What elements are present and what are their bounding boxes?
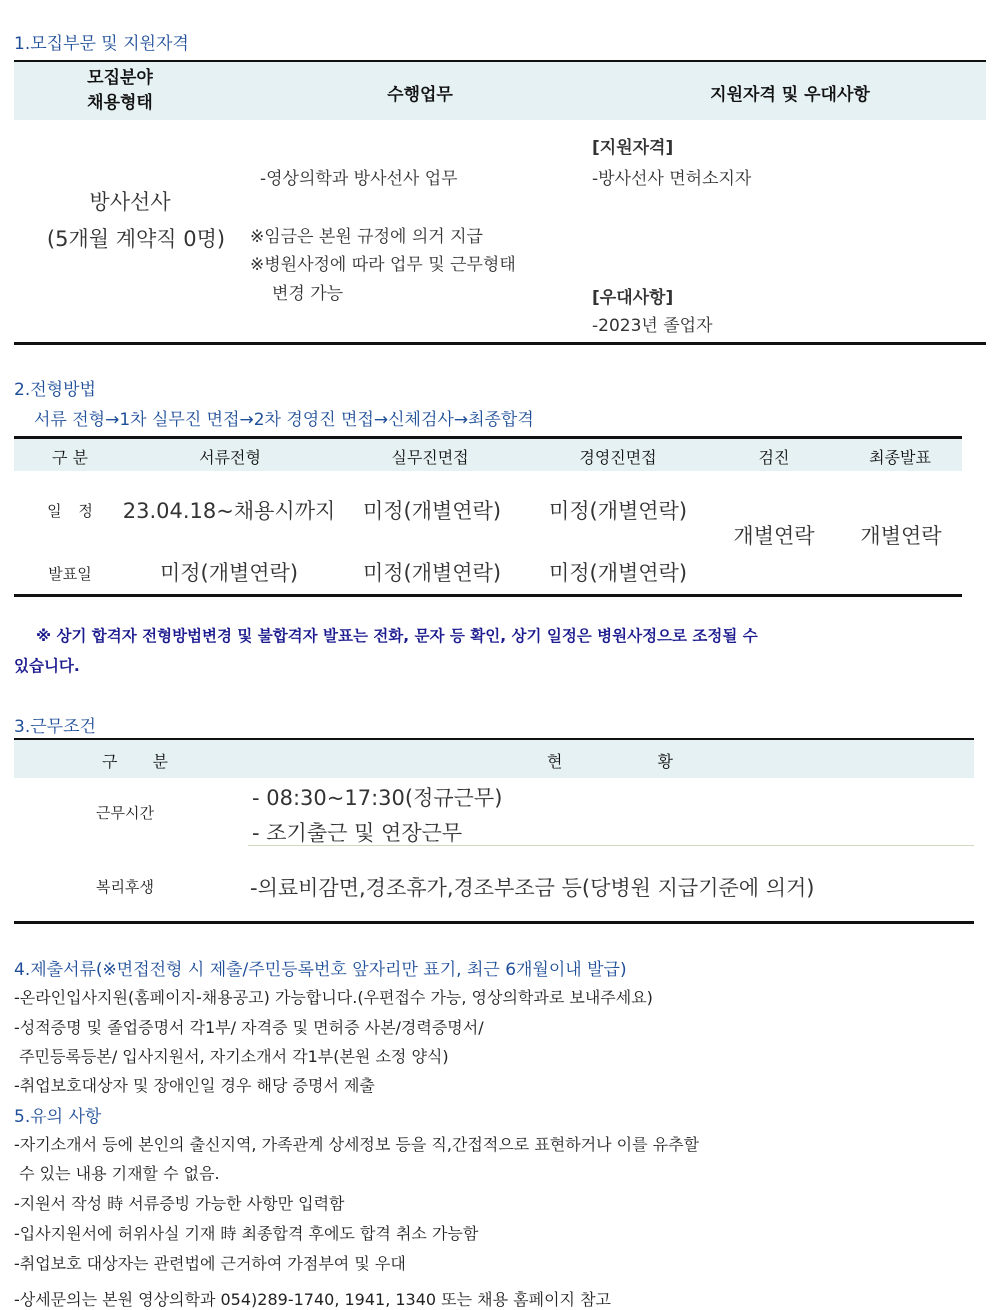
s1-header-col3: 지원자격 및 우대사항 (710, 85, 870, 105)
caution-line-2: 수 있는 내용 기재할 수 없음. (14, 1164, 220, 1183)
duty-text: -영상의학과 방사선사 업무 (260, 169, 458, 189)
qualification-item: -방사선사 면허소지자 (592, 169, 752, 189)
contract-type: (5개월 계약직 0명) (46, 227, 226, 251)
notice-line-2: 있습니다. (14, 657, 80, 675)
work-hours-label: 근무시간 (96, 804, 154, 822)
document-line-4: -취업보호대상자 및 장애인일 경우 해당 증명서 제출 (14, 1076, 375, 1095)
section2-title: 2.전형방법 (14, 380, 96, 400)
selection-flow: 서류 전형→1차 실무진 면접→2차 경영진 면접→신체검사→최종합격 (34, 410, 534, 430)
duty-note-3: 변경 가능 (272, 284, 344, 304)
section3-title: 3.근무조건 (14, 717, 96, 737)
s3-header-status: 현 황 (547, 752, 673, 771)
s2-header-exec-interview: 경영진면접 (579, 448, 657, 467)
schedule-staff-interview: 미정(개별연락) (362, 499, 502, 523)
contact-line: -상세문의는 본원 영상의학과 054)289-1740, 1941, 1340 또는 채용 홈페이지 참고 (14, 1290, 612, 1309)
final-contact: 개별연락 (860, 524, 942, 548)
s3-bottom-rule (14, 921, 974, 924)
checkup-contact: 개별연락 (733, 524, 815, 548)
caution-line-1: -자기소개서 등에 본인의 출신지역, 가족관계 상세정보 등을 직,간접적으로 표현하거나 이를 유추할 (14, 1135, 700, 1154)
duty-note-1: ※임금은 본원 규정에 의거 지급 (250, 227, 483, 247)
duty-note-2: ※병원사정에 따라 업무 및 근무형태 (250, 255, 516, 275)
s2-header-staff-interview: 실무진면접 (391, 448, 469, 467)
section4-title: 4.제출서류(※면접전형 시 제출/주민등록번호 앞자리만 표기, 최근 6개월이내 발급) (14, 960, 627, 980)
schedule-document: 23.04.18~채용시까지 (122, 499, 336, 523)
welfare-value: -의료비감면,경조휴가,경조부조금 등(당병원 지급기준에 의거) (250, 876, 815, 900)
schedule-label: 일 정 (47, 502, 93, 520)
s2-header-final: 최종발표 (869, 448, 931, 467)
announce-staff-interview: 미정(개별연락) (362, 561, 502, 585)
document-line-2: -성적증명 및 졸업증명서 각1부/ 자격증 및 면허증 사본/경력증명서/ (14, 1018, 484, 1037)
announce-document: 미정(개별연락) (159, 561, 299, 585)
work-hours-line-1: - 08:30~17:30(정규근무) (252, 786, 503, 810)
welfare-label: 복리후생 (96, 878, 154, 896)
document-line-1: -온라인입사지원(홈페이지-채용공고) 가능합니다.(우편접수 가능, 영상의학과로 보내주세요) (14, 988, 653, 1007)
qualification-title: [지원자격] (592, 138, 674, 158)
position-name: 방사선사 (89, 190, 171, 214)
schedule-exec-interview: 미정(개별연락) (548, 499, 688, 523)
announce-exec-interview: 미정(개별연락) (548, 561, 688, 585)
announcement-label: 발표일 (48, 565, 92, 583)
section5-title: 5.유의 사항 (14, 1107, 102, 1127)
caution-line-4: -입사지원서에 허위사실 기재 時 최종합격 후에도 합격 취소 가능함 (14, 1224, 479, 1243)
caution-line-5: -취업보호 대상자는 관련법에 근거하여 가점부여 및 우대 (14, 1254, 406, 1273)
s1-header-col2: 수행업무 (387, 85, 453, 105)
work-hours-line-2: - 조기출근 및 연장근무 (252, 821, 463, 845)
s1-bottom-rule (14, 342, 986, 345)
preference-title: [우대사항] (592, 288, 674, 308)
s2-header-category: 구 분 (52, 448, 88, 467)
notice-line-1: ※ 상기 합격자 전형방법변경 및 불합격자 발표는 전화, 문자 등 확인, 상기 일정은 병원사정으로 조정될 수 (36, 627, 758, 645)
preference-item: -2023년 졸업자 (592, 316, 713, 336)
s1-header-col1: 모집분야 채용형태 (87, 68, 153, 113)
s3-header-category: 구 분 (102, 752, 168, 771)
s2-header-document: 서류전형 (199, 448, 261, 467)
caution-line-3: -지원서 작성 時 서류증빙 가능한 사항만 입력함 (14, 1194, 345, 1213)
s3-row-divider (248, 845, 974, 846)
section1-title: 1.모집부문 및 지원자격 (14, 34, 189, 54)
s2-bottom-rule (14, 594, 962, 597)
s2-header-checkup: 검진 (758, 448, 790, 467)
document-line-3: 주민등록등본/ 입사지원서, 자기소개서 각1부(본원 소정 양식) (14, 1047, 449, 1066)
